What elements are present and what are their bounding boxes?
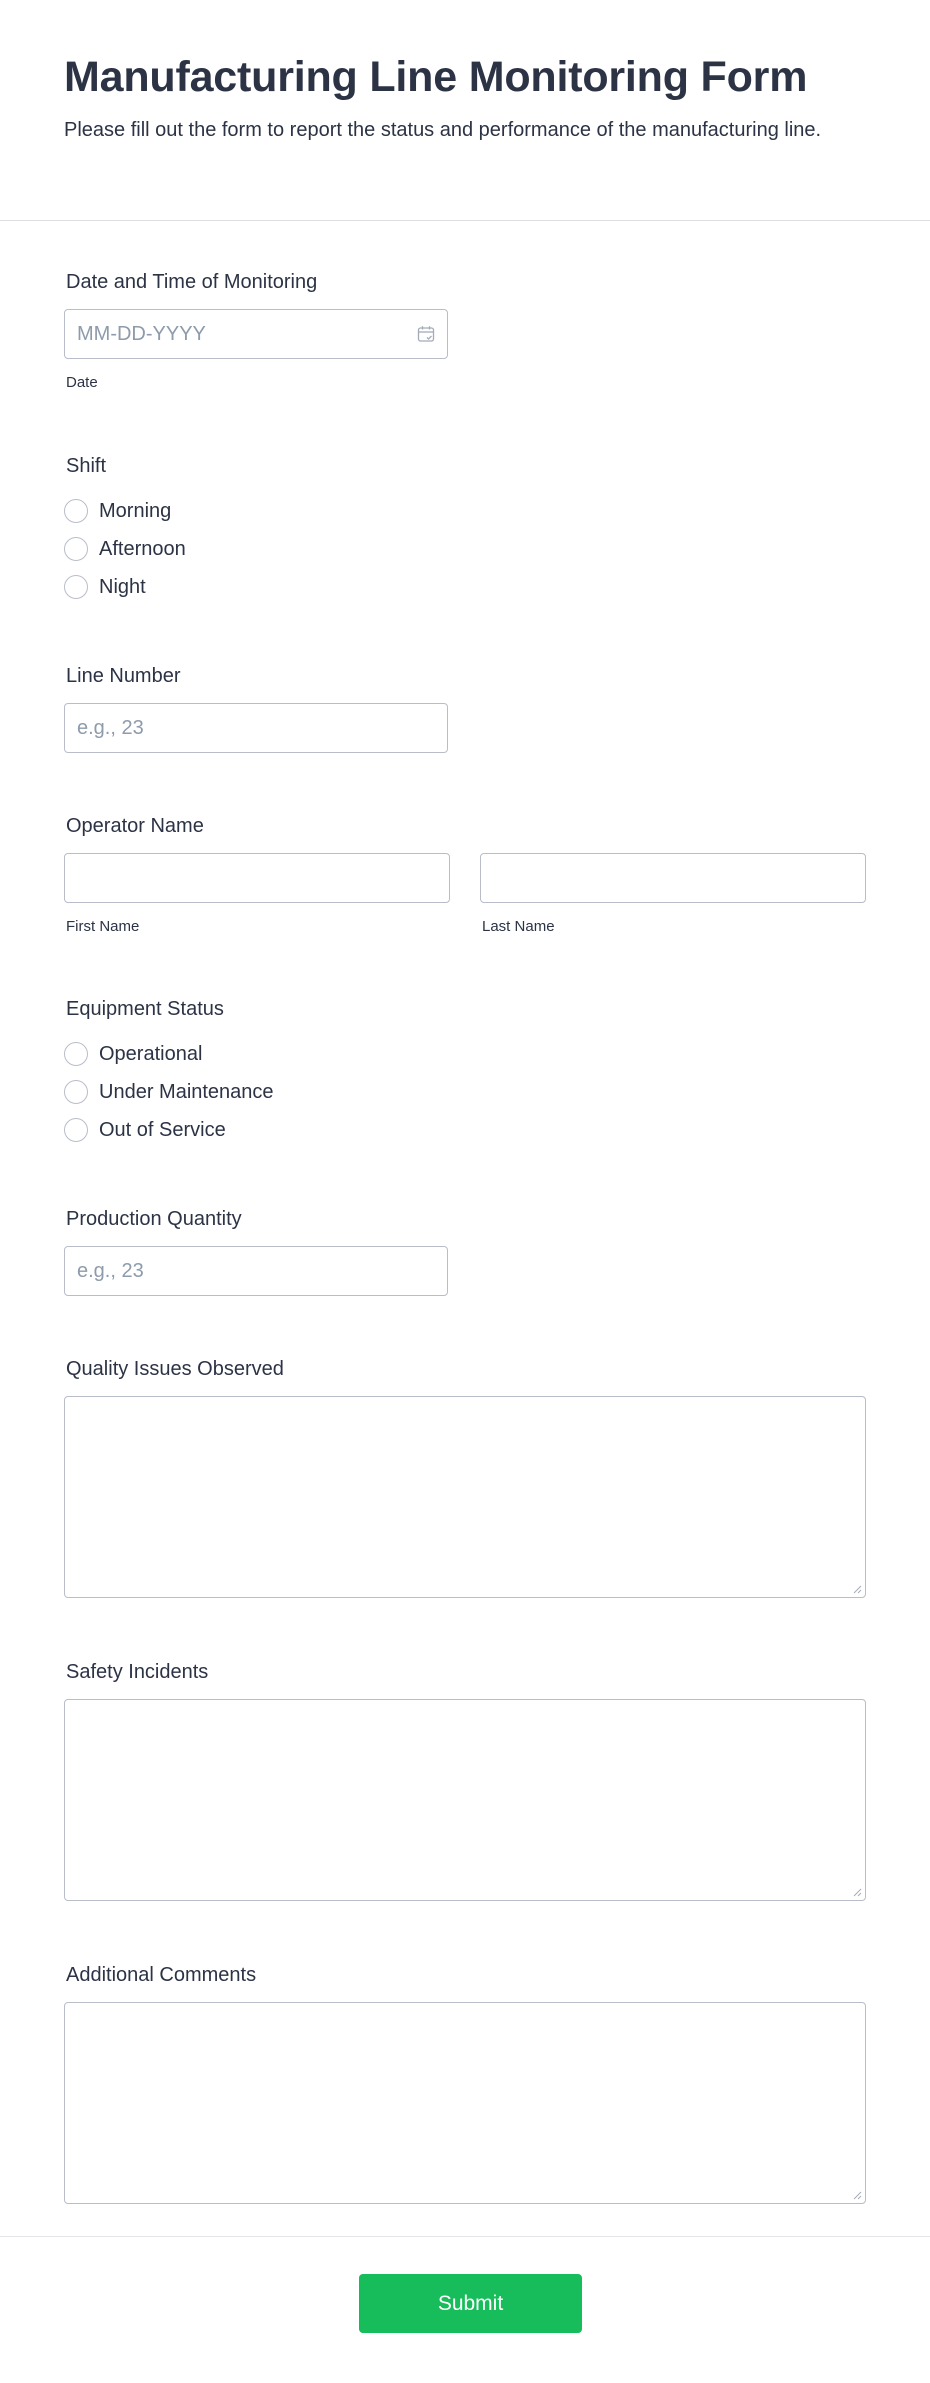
equipment-option-operational[interactable] <box>64 1035 274 1073</box>
safety-incidents-label: Safety Incidents <box>66 1661 209 1683</box>
form-title: Manufacturing Line Monitoring Form <box>64 53 808 101</box>
radio-option-label: Morning <box>99 499 172 522</box>
first-name-input[interactable] <box>64 853 450 903</box>
last-name-input[interactable] <box>480 853 866 903</box>
radio-option-label: Out of Service <box>99 1118 226 1141</box>
additional-comments-field <box>64 1963 866 2204</box>
equipment-status-options <box>64 1035 274 1149</box>
production-quantity-field <box>64 1207 448 1296</box>
submit-button[interactable]: Submit <box>359 2274 582 2333</box>
additional-comments-label: Additional Comments <box>66 1964 257 1986</box>
quality-issues-label: Quality Issues Observed <box>66 1358 284 1380</box>
form-footer <box>0 2236 930 2383</box>
calendar-icon[interactable] <box>417 325 435 343</box>
shift-options <box>64 492 186 606</box>
shift-label: Shift <box>66 455 107 477</box>
resize-grip-icon[interactable] <box>852 2190 862 2200</box>
equipment-option-under-maintenance[interactable] <box>64 1073 274 1111</box>
line-number-input[interactable] <box>64 703 448 753</box>
radio-button[interactable] <box>64 1042 88 1066</box>
production-quantity-label: Production Quantity <box>66 1208 242 1230</box>
radio-button[interactable] <box>64 537 88 561</box>
shift-option-morning[interactable] <box>64 492 186 530</box>
form-header <box>0 0 930 221</box>
radio-button[interactable] <box>64 1118 88 1142</box>
resize-grip-icon[interactable] <box>852 1584 862 1594</box>
resize-grip-icon[interactable] <box>852 1887 862 1897</box>
date-input[interactable] <box>64 309 448 359</box>
radio-button[interactable] <box>64 575 88 599</box>
radio-option-label: Under Maintenance <box>99 1080 274 1103</box>
safety-incidents-field <box>64 1660 866 1901</box>
first-name-sublabel: First Name <box>66 918 140 935</box>
shift-option-night[interactable] <box>64 568 186 606</box>
quality-issues-textarea[interactable] <box>64 1396 866 1598</box>
production-quantity-input[interactable] <box>64 1246 448 1296</box>
form-description: Please fill out the form to report the status and performance of the manufacturing line. <box>64 118 822 141</box>
radio-option-label: Operational <box>99 1042 203 1065</box>
equipment-status-field <box>64 997 274 1149</box>
quality-issues-field <box>64 1357 866 1598</box>
last-name-group <box>480 853 866 936</box>
radio-option-label: Afternoon <box>99 537 186 560</box>
operator-name-field <box>64 814 866 936</box>
line-number-field <box>64 664 448 753</box>
date-input-wrapper <box>64 309 448 359</box>
operator-name-label: Operator Name <box>66 815 204 837</box>
first-name-group <box>64 853 450 936</box>
radio-button[interactable] <box>64 1080 88 1104</box>
last-name-sublabel: Last Name <box>482 918 555 935</box>
operator-name-inputs <box>64 853 866 936</box>
radio-option-label: Night <box>99 575 146 598</box>
equipment-status-label: Equipment Status <box>66 998 224 1020</box>
equipment-option-out-of-service[interactable] <box>64 1111 274 1149</box>
additional-comments-textarea[interactable] <box>64 2002 866 2204</box>
shift-option-afternoon[interactable] <box>64 530 186 568</box>
shift-field <box>64 454 186 606</box>
line-number-label: Line Number <box>66 665 181 687</box>
date-sublabel: Date <box>66 374 98 391</box>
date-field-label: Date and Time of Monitoring <box>66 271 318 293</box>
radio-button[interactable] <box>64 499 88 523</box>
date-field <box>64 270 448 392</box>
safety-incidents-textarea[interactable] <box>64 1699 866 1901</box>
